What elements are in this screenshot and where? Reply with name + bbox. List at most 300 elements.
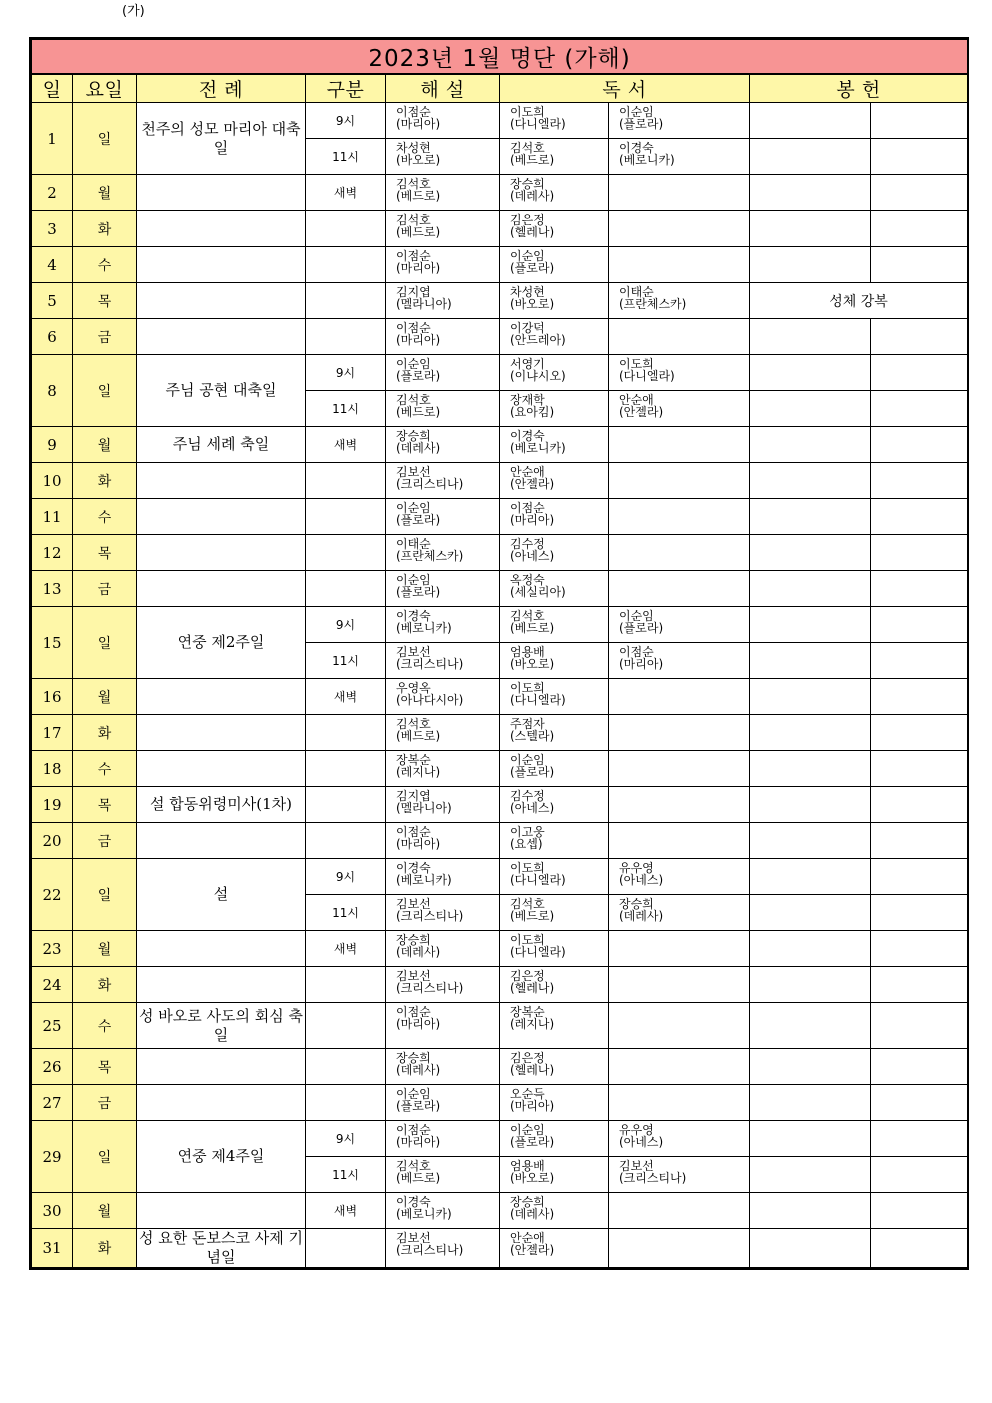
baptismal-name: (마리아)	[396, 837, 441, 851]
weekday-cell: 수	[73, 247, 137, 283]
offertory-2-cell	[871, 1229, 968, 1268]
person-name: 김은정	[510, 1051, 545, 1065]
reader-1-cell	[500, 823, 609, 859]
liturgy-cell	[137, 571, 306, 607]
offertory-cell: 성체 강복	[750, 283, 968, 319]
offertory-2-cell	[871, 535, 968, 571]
offertory-2-cell	[871, 571, 968, 607]
table-row	[32, 1229, 968, 1268]
table-row	[32, 571, 968, 607]
table-row	[32, 247, 968, 283]
baptismal-name: (크리스티나)	[396, 477, 464, 491]
person-name: 안순애	[510, 1231, 545, 1245]
reader-1-cell	[500, 1085, 609, 1121]
person-name: 김보선	[396, 969, 431, 983]
offertory-1-cell	[750, 1085, 871, 1121]
person-name: 이태순	[619, 285, 654, 299]
liturgy-cell: 주님 공현 대축일	[137, 355, 306, 427]
page-note: (가)	[122, 4, 145, 19]
liturgy-cell	[137, 319, 306, 355]
mass-time-cell: 11시	[306, 1157, 386, 1193]
weekday-cell: 화	[73, 967, 137, 1003]
mass-time-cell	[306, 751, 386, 787]
offertory-2-cell	[871, 499, 968, 535]
baptismal-name: (마리아)	[510, 1099, 555, 1113]
day-cell: 24	[32, 967, 73, 1003]
reader-1-cell	[500, 1003, 609, 1049]
liturgy-cell: 천주의 성모 마리아 대축일	[137, 103, 306, 175]
offertory-2-cell	[871, 319, 968, 355]
baptismal-name: (데레사)	[396, 945, 441, 959]
commentator-cell	[386, 427, 500, 463]
day-cell: 13	[32, 571, 73, 607]
header-mass-time: 구분	[306, 74, 386, 103]
liturgy-cell	[137, 283, 306, 319]
table-row	[32, 283, 968, 319]
header-reading: 독 서	[500, 74, 750, 103]
baptismal-name: (헬레나)	[510, 225, 555, 239]
reader-1-cell	[500, 355, 609, 391]
table-row	[32, 463, 968, 499]
header-offertory: 봉 헌	[750, 74, 968, 103]
reader-1-cell	[500, 571, 609, 607]
day-cell: 18	[32, 751, 73, 787]
weekday-cell: 금	[73, 319, 137, 355]
offertory-1-cell	[750, 391, 871, 427]
reader-1-cell	[500, 211, 609, 247]
roster-frame	[29, 37, 969, 1270]
day-cell: 11	[32, 499, 73, 535]
reader-1-cell	[500, 103, 609, 139]
offertory-1-cell	[750, 859, 871, 895]
baptismal-name: (안젤라)	[619, 405, 664, 419]
baptismal-name: (다니엘라)	[510, 873, 566, 887]
commentator-cell	[386, 247, 500, 283]
weekday-cell: 화	[73, 715, 137, 751]
offertory-2-cell	[871, 463, 968, 499]
offertory-2-cell	[871, 1121, 968, 1157]
offertory-2-cell	[871, 931, 968, 967]
baptismal-name: (프란체스카)	[619, 297, 687, 311]
baptismal-name: (플로라)	[396, 369, 441, 383]
baptismal-name: (크리스티나)	[396, 657, 464, 671]
liturgy-cell	[137, 1049, 306, 1085]
reader-1-cell	[500, 859, 609, 895]
baptismal-name: (마리아)	[396, 261, 441, 275]
commentator-cell	[386, 1085, 500, 1121]
weekday-cell: 금	[73, 571, 137, 607]
mass-time-cell	[306, 463, 386, 499]
offertory-1-cell	[750, 751, 871, 787]
offertory-1-cell	[750, 895, 871, 931]
person-name: 김석호	[510, 897, 545, 911]
weekday-cell: 월	[73, 679, 137, 715]
baptismal-name: (아네스)	[510, 801, 555, 815]
commentator-cell	[386, 391, 500, 427]
person-name: 이점순	[396, 1005, 431, 1019]
person-name: 이도희	[510, 933, 545, 947]
person-name: 김은정	[510, 969, 545, 983]
offertory-1-cell	[750, 787, 871, 823]
reader-2-cell	[609, 967, 750, 1003]
reader-2-cell	[609, 1121, 750, 1157]
mass-time-cell: 새벽	[306, 1193, 386, 1229]
offertory-2-cell	[871, 1003, 968, 1049]
person-name: 유우영	[619, 1123, 654, 1137]
baptismal-name: (헬레나)	[510, 1063, 555, 1077]
weekday-cell: 화	[73, 463, 137, 499]
offertory-1-cell	[750, 139, 871, 175]
person-name: 장복순	[396, 753, 431, 767]
reader-2-cell	[609, 643, 750, 679]
commentator-cell	[386, 1193, 500, 1229]
mass-time-cell: 11시	[306, 895, 386, 931]
weekday-cell: 일	[73, 355, 137, 427]
header-liturgy: 전 례	[137, 74, 306, 103]
person-name: 안순애	[510, 465, 545, 479]
reader-2-cell	[609, 931, 750, 967]
offertory-1-cell	[750, 679, 871, 715]
day-cell: 25	[32, 1003, 73, 1049]
baptismal-name: (베로니카)	[619, 153, 675, 167]
person-name: 김지엽	[396, 285, 431, 299]
liturgy-cell	[137, 967, 306, 1003]
baptismal-name: (데레사)	[510, 189, 555, 203]
baptismal-name: (멜라니아)	[396, 801, 452, 815]
mass-time-cell: 새벽	[306, 931, 386, 967]
day-cell: 29	[32, 1121, 73, 1193]
mass-time-cell	[306, 1085, 386, 1121]
offertory-1-cell	[750, 427, 871, 463]
baptismal-name: (이냐시오)	[510, 369, 566, 383]
reader-1-cell	[500, 751, 609, 787]
table-row	[32, 427, 968, 463]
offertory-2-cell	[871, 859, 968, 895]
person-name: 김보선	[619, 1159, 654, 1173]
table-row	[32, 103, 968, 139]
reader-1-cell	[500, 319, 609, 355]
weekday-cell: 목	[73, 787, 137, 823]
commentator-cell	[386, 787, 500, 823]
person-name: 엄용배	[510, 1159, 545, 1173]
reader-2-cell	[609, 463, 750, 499]
liturgy-cell	[137, 211, 306, 247]
mass-time-cell	[306, 571, 386, 607]
offertory-2-cell	[871, 103, 968, 139]
offertory-1-cell	[750, 967, 871, 1003]
day-cell: 22	[32, 859, 73, 931]
weekday-cell: 목	[73, 283, 137, 319]
liturgy-cell: 설 합동위령미사(1차)	[137, 787, 306, 823]
day-cell: 20	[32, 823, 73, 859]
reader-1-cell	[500, 607, 609, 643]
offertory-2-cell	[871, 391, 968, 427]
table-row	[32, 859, 968, 895]
weekday-cell: 금	[73, 823, 137, 859]
reader-2-cell	[609, 1193, 750, 1229]
person-name: 이경숙	[396, 1195, 431, 1209]
commentator-cell	[386, 643, 500, 679]
weekday-cell: 일	[73, 1121, 137, 1193]
offertory-2-cell	[871, 211, 968, 247]
table-row	[32, 1003, 968, 1049]
person-name: 이강덕	[510, 321, 545, 335]
person-name: 장재학	[510, 393, 545, 407]
commentator-cell	[386, 211, 500, 247]
day-cell: 23	[32, 931, 73, 967]
day-cell: 19	[32, 787, 73, 823]
mass-time-cell: 새벽	[306, 679, 386, 715]
reader-2-cell	[609, 859, 750, 895]
liturgy-cell	[137, 751, 306, 787]
day-cell: 15	[32, 607, 73, 679]
baptismal-name: (플로라)	[396, 1099, 441, 1113]
table-row	[32, 1049, 968, 1085]
offertory-2-cell	[871, 1193, 968, 1229]
liturgy-cell: 연중 제2주일	[137, 607, 306, 679]
reader-1-cell	[500, 391, 609, 427]
baptismal-name: (안드레아)	[510, 333, 566, 347]
baptismal-name: (베로니카)	[396, 1207, 452, 1221]
offertory-1-cell	[750, 247, 871, 283]
reader-1-cell	[500, 247, 609, 283]
person-name: 김석호	[396, 1159, 431, 1173]
day-cell: 26	[32, 1049, 73, 1085]
table-row	[32, 319, 968, 355]
reader-2-cell	[609, 427, 750, 463]
offertory-1-cell	[750, 607, 871, 643]
mass-time-cell	[306, 787, 386, 823]
offertory-2-cell	[871, 787, 968, 823]
person-name: 이경숙	[396, 861, 431, 875]
reader-2-cell	[609, 715, 750, 751]
offertory-2-cell	[871, 247, 968, 283]
commentator-cell	[386, 679, 500, 715]
person-name: 이순임	[510, 1123, 545, 1137]
baptismal-name: (바오로)	[510, 297, 555, 311]
baptismal-name: (크리스티나)	[619, 1171, 687, 1185]
person-name: 옥정숙	[510, 573, 545, 587]
baptismal-name: (마리아)	[396, 1135, 441, 1149]
liturgy-cell	[137, 931, 306, 967]
page-title: 2023년 1월 명단 (가해)	[32, 40, 968, 75]
commentator-cell	[386, 1049, 500, 1085]
baptismal-name: (크리스티나)	[396, 981, 464, 995]
offertory-1-cell	[750, 1121, 871, 1157]
baptismal-name: (데레사)	[619, 909, 664, 923]
day-cell: 3	[32, 211, 73, 247]
baptismal-name: (크리스티나)	[396, 909, 464, 923]
offertory-1-cell	[750, 103, 871, 139]
day-cell: 6	[32, 319, 73, 355]
mass-time-cell	[306, 1229, 386, 1268]
person-name: 이점순	[396, 825, 431, 839]
person-name: 이순임	[396, 501, 431, 515]
table-row	[32, 823, 968, 859]
mass-time-cell	[306, 1049, 386, 1085]
person-name: 이순임	[619, 105, 654, 119]
baptismal-name: (안젤라)	[510, 1243, 555, 1257]
offertory-2-cell	[871, 1085, 968, 1121]
baptismal-name: (레지나)	[510, 1017, 555, 1031]
mass-time-cell	[306, 283, 386, 319]
baptismal-name: (베드로)	[510, 621, 555, 635]
day-cell: 16	[32, 679, 73, 715]
baptismal-name: (데레사)	[396, 1063, 441, 1077]
baptismal-name: (데레사)	[510, 1207, 555, 1221]
weekday-cell: 목	[73, 535, 137, 571]
reader-2-cell	[609, 175, 750, 211]
mass-time-cell	[306, 319, 386, 355]
offertory-1-cell	[750, 823, 871, 859]
mass-time-cell: 11시	[306, 391, 386, 427]
offertory-1-cell	[750, 355, 871, 391]
day-cell: 30	[32, 1193, 73, 1229]
commentator-cell	[386, 931, 500, 967]
person-name: 이경숙	[510, 429, 545, 443]
baptismal-name: (베로니카)	[510, 441, 566, 455]
baptismal-name: (바오로)	[396, 153, 441, 167]
reader-1-cell	[500, 499, 609, 535]
offertory-2-cell	[871, 1049, 968, 1085]
person-name: 장승희	[619, 897, 654, 911]
reader-2-cell	[609, 283, 750, 319]
commentator-cell	[386, 499, 500, 535]
offertory-2-cell	[871, 751, 968, 787]
reader-2-cell	[609, 499, 750, 535]
liturgy-cell: 성 바오로 사도의 회심 축일	[137, 1003, 306, 1049]
baptismal-name: (마리아)	[619, 657, 664, 671]
commentator-cell	[386, 1121, 500, 1157]
baptismal-name: (플로라)	[619, 621, 664, 635]
offertory-1-cell	[750, 1157, 871, 1193]
person-name: 김석호	[510, 609, 545, 623]
baptismal-name: (베드로)	[510, 153, 555, 167]
person-name: 이순임	[396, 573, 431, 587]
commentator-cell	[386, 895, 500, 931]
liturgy-cell	[137, 715, 306, 751]
reader-2-cell	[609, 211, 750, 247]
person-name: 김보선	[396, 897, 431, 911]
mass-time-cell: 9시	[306, 355, 386, 391]
liturgy-cell: 설	[137, 859, 306, 931]
person-name: 이태순	[396, 537, 431, 551]
liturgy-cell	[137, 463, 306, 499]
weekday-cell: 수	[73, 1003, 137, 1049]
day-cell: 31	[32, 1229, 73, 1268]
commentator-cell	[386, 859, 500, 895]
offertory-1-cell	[750, 1193, 871, 1229]
offertory-2-cell	[871, 427, 968, 463]
baptismal-name: (베드로)	[396, 1171, 441, 1185]
person-name: 김수정	[510, 789, 545, 803]
day-cell: 27	[32, 1085, 73, 1121]
commentator-cell	[386, 103, 500, 139]
person-name: 이순임	[396, 1087, 431, 1101]
liturgy-cell	[137, 823, 306, 859]
mass-time-cell: 새벽	[306, 175, 386, 211]
reader-1-cell	[500, 931, 609, 967]
mass-time-cell: 9시	[306, 1121, 386, 1157]
reader-1-cell	[500, 283, 609, 319]
reader-1-cell	[500, 463, 609, 499]
baptismal-name: (베로니카)	[396, 873, 452, 887]
baptismal-name: (플로라)	[619, 117, 664, 131]
offertory-2-cell	[871, 1157, 968, 1193]
mass-time-cell	[306, 247, 386, 283]
offertory-1-cell	[750, 1003, 871, 1049]
baptismal-name: (바오로)	[510, 1171, 555, 1185]
baptismal-name: (마리아)	[510, 513, 555, 527]
day-cell: 17	[32, 715, 73, 751]
baptismal-name: (베드로)	[396, 225, 441, 239]
person-name: 김보선	[396, 1231, 431, 1245]
table-row	[32, 751, 968, 787]
mass-time-cell: 9시	[306, 859, 386, 895]
baptismal-name: (스텔라)	[510, 729, 555, 743]
weekday-cell: 월	[73, 931, 137, 967]
day-cell: 8	[32, 355, 73, 427]
weekday-cell: 월	[73, 175, 137, 211]
baptismal-name: (플로라)	[510, 765, 555, 779]
baptismal-name: (마리아)	[396, 333, 441, 347]
baptismal-name: (다니엘라)	[510, 117, 566, 131]
commentator-cell	[386, 175, 500, 211]
person-name: 이도희	[510, 105, 545, 119]
weekday-cell: 목	[73, 1049, 137, 1085]
baptismal-name: (요셉)	[510, 837, 543, 851]
offertory-2-cell	[871, 967, 968, 1003]
baptismal-name: (베드로)	[396, 729, 441, 743]
reader-2-cell	[609, 895, 750, 931]
person-name: 김석호	[510, 141, 545, 155]
person-name: 이도희	[619, 357, 654, 371]
baptismal-name: (세실리아)	[510, 585, 566, 599]
offertory-1-cell	[750, 499, 871, 535]
person-name: 이고웅	[510, 825, 545, 839]
baptismal-name: (플로라)	[396, 513, 441, 527]
table-row	[32, 211, 968, 247]
header-weekday: 요일	[73, 74, 137, 103]
weekday-cell: 화	[73, 211, 137, 247]
person-name: 이점순	[510, 501, 545, 515]
baptismal-name: (베드로)	[396, 189, 441, 203]
person-name: 이순임	[619, 609, 654, 623]
reader-1-cell	[500, 895, 609, 931]
baptismal-name: (바오로)	[510, 657, 555, 671]
day-cell: 1	[32, 103, 73, 175]
person-name: 장승희	[396, 1051, 431, 1065]
liturgy-cell	[137, 535, 306, 571]
weekday-cell: 수	[73, 751, 137, 787]
offertory-2-cell	[871, 607, 968, 643]
baptismal-name: (멜라니아)	[396, 297, 452, 311]
person-name: 김지엽	[396, 789, 431, 803]
person-name: 김석호	[396, 213, 431, 227]
baptismal-name: (마리아)	[396, 1017, 441, 1031]
offertory-1-cell	[750, 715, 871, 751]
reader-2-cell	[609, 1049, 750, 1085]
baptismal-name: (아네스)	[619, 873, 664, 887]
person-name: 이점순	[396, 249, 431, 263]
reader-1-cell	[500, 427, 609, 463]
liturgy-cell	[137, 175, 306, 211]
table-row	[32, 931, 968, 967]
day-cell: 2	[32, 175, 73, 211]
liturgy-cell: 연중 제4주일	[137, 1121, 306, 1193]
baptismal-name: (다니엘라)	[510, 693, 566, 707]
reader-2-cell	[609, 319, 750, 355]
